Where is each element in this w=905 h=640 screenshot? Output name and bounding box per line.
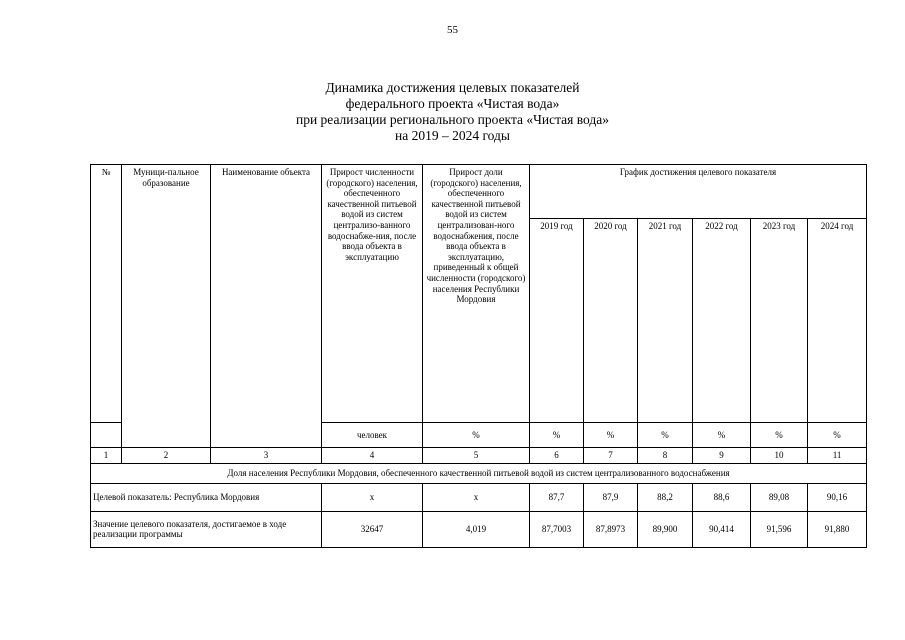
unit-year: % (751, 423, 808, 448)
title-line-4: на 2019 – 2024 годы (395, 128, 510, 143)
title-line-3: при реализации регионального проекта «Чистая вода» (295, 112, 610, 127)
column-number: 4 (322, 448, 423, 464)
unit-year: % (808, 423, 867, 448)
header-object-name: Наименование объекта (211, 165, 322, 448)
header-year: 2023 год (751, 219, 808, 423)
page-number: 55 (447, 24, 458, 36)
header-population-increase: Прирост численности (городского) населения, обеспеченного качественной питьевой водой из систем централизо-ванного водоснабже-ния, после ввода объекта в эксплуатацию (322, 165, 423, 423)
header-year: 2021 год (638, 219, 693, 423)
row-value: 90,16 (808, 483, 867, 511)
row-population: x (322, 483, 423, 511)
row-value: 87,9 (584, 483, 638, 511)
column-numbers-row (91, 448, 867, 464)
unit-share: % (423, 423, 530, 448)
row-value: 89,900 (638, 511, 693, 547)
row-value: 89,08 (751, 483, 808, 511)
units-number-empty (91, 423, 122, 448)
target-indicators-table (90, 164, 867, 548)
unit-year: % (584, 423, 638, 448)
unit-year: % (693, 423, 751, 448)
title-line-2: федерального проекта «Чистая вода» (345, 96, 560, 111)
column-number: 8 (638, 448, 693, 464)
row-share: 4,019 (423, 511, 530, 547)
row-value: 88,6 (693, 483, 751, 511)
header-municipality: Муници-пальное образование (122, 165, 211, 448)
row-value: 90,414 (693, 511, 751, 547)
row-value: 87,7 (530, 483, 584, 511)
title-line-1: Динамика достижения целевых показателей (325, 80, 580, 95)
header-share-increase: Прирост доли (городского) населения, обеспеченного качественной питьевой водой из систем централизован-ного водоснабжения, после ввода объекта в эксплуатацию, приведенный к общей численности (городского) населения Республики Мордовия (423, 165, 530, 423)
table-row (91, 483, 867, 511)
column-number: 7 (584, 448, 638, 464)
column-number: 2 (122, 448, 211, 464)
column-number: 6 (530, 448, 584, 464)
unit-year: % (530, 423, 584, 448)
row-share: x (423, 483, 530, 511)
row-label: Значение целевого показателя, достигаемое в ходе реализации программы (91, 511, 322, 547)
section-title: Доля населения Республики Мордовия, обеспеченного качественной питьевой водой из систем централизованного водоснабжения (91, 463, 867, 483)
column-number: 11 (808, 448, 867, 464)
unit-year: % (638, 423, 693, 448)
row-value: 91,880 (808, 511, 867, 547)
unit-population: человек (322, 423, 423, 448)
row-label: Целевой показатель: Республика Мордовия (91, 483, 322, 511)
column-number: 5 (423, 448, 530, 464)
header-year: 2024 год (808, 219, 867, 423)
row-population: 32647 (322, 511, 423, 547)
table-row (91, 511, 867, 547)
header-year: 2019 год (530, 219, 584, 423)
column-number: 10 (751, 448, 808, 464)
header-year: 2022 год (693, 219, 751, 423)
column-number: 3 (211, 448, 322, 464)
header-number: № (91, 165, 122, 423)
row-value: 91,596 (751, 511, 808, 547)
row-value: 88,2 (638, 483, 693, 511)
column-number: 1 (91, 448, 122, 464)
header-schedule: График достижения целевого показателя (530, 165, 867, 219)
column-number: 9 (693, 448, 751, 464)
document-title (0, 80, 905, 144)
header-year: 2020 год (584, 219, 638, 423)
row-value: 87,8973 (584, 511, 638, 547)
row-value: 87,7003 (530, 511, 584, 547)
